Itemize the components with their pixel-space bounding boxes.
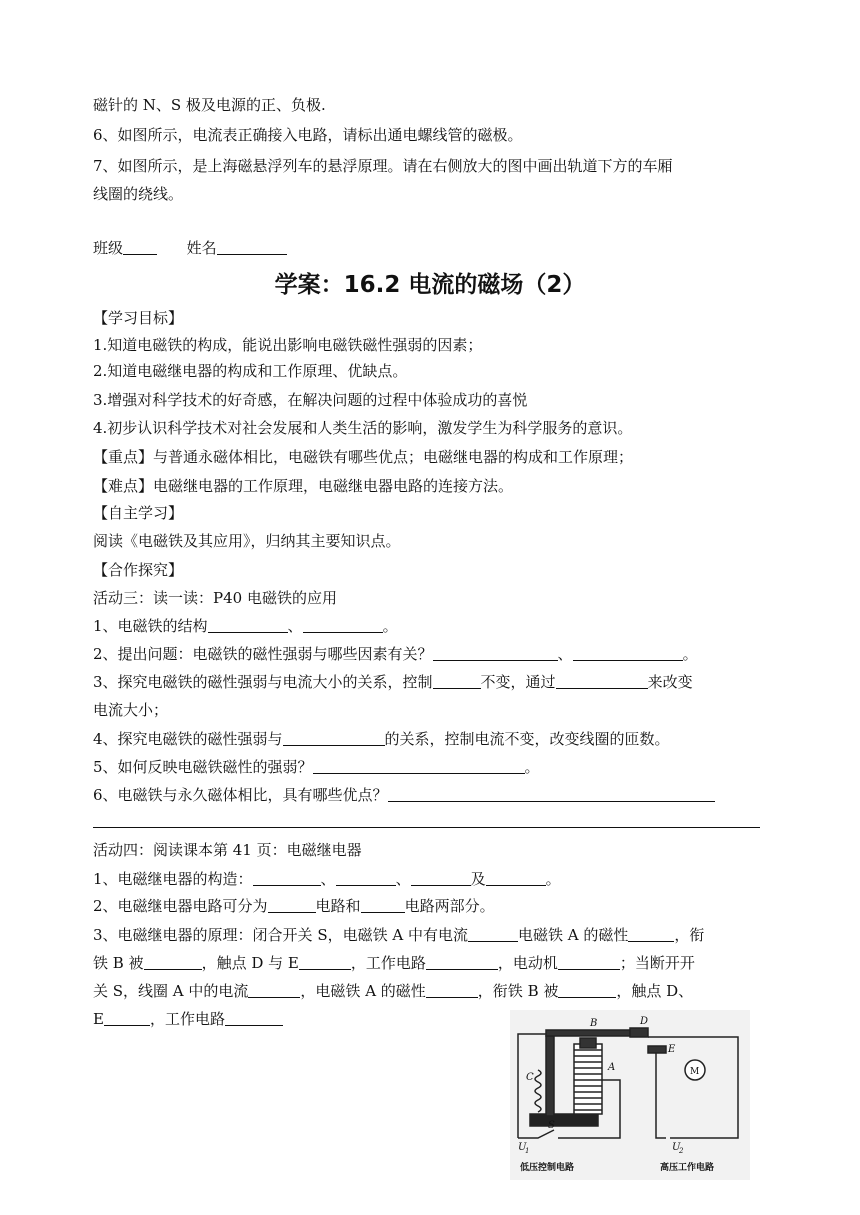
text-line: 磁针的 N、S 极及电源的正、负极.	[93, 96, 326, 114]
motor-icon: M	[690, 1067, 700, 1077]
a4-question-3	[93, 925, 704, 945]
a4-question-2	[93, 896, 495, 916]
a3-question-2	[93, 644, 698, 664]
q-text: 及	[470, 870, 486, 888]
answer-blank[interactable]	[313, 757, 525, 774]
name-blank[interactable]	[217, 238, 287, 255]
answer-blank[interactable]	[299, 953, 351, 970]
label-a: A	[608, 1062, 616, 1073]
activity3-title: 活动三：读一读：P40 电磁铁的应用	[93, 589, 337, 607]
answer-blank[interactable]	[573, 644, 683, 661]
caption-low-voltage: 低压控制电路	[520, 1163, 575, 1173]
label-u2: U	[672, 1142, 681, 1153]
class-label: 班级	[93, 239, 124, 257]
label-e: E	[668, 1044, 676, 1055]
q-text: ，工作电路	[149, 1010, 225, 1028]
q-text: ，电动机	[497, 954, 558, 972]
relay-diagram-svg	[510, 1010, 750, 1180]
difficult-points: 【难点】电磁继电器的工作原理，电磁继电器电路的连接方法。	[93, 477, 514, 495]
q-text: 2、电磁继电器电路可分为	[93, 897, 268, 915]
q-text: 不变，通过	[480, 673, 556, 691]
goal-item: 4.初步认识科学技术对社会发展和人类生活的影响，激发学生为科学服务的意识。	[93, 419, 633, 437]
q-text: 5、如何反映电磁铁磁性的强弱？	[93, 758, 313, 776]
caption-high-voltage: 高压工作电路	[660, 1163, 715, 1173]
answer-blank[interactable]	[248, 981, 300, 998]
q-text: 电磁铁 A 的磁性	[517, 926, 629, 944]
answer-blank[interactable]	[558, 981, 616, 998]
class-blank[interactable]	[123, 238, 157, 255]
q-text: 。	[545, 870, 561, 888]
q-text: 铁 B 被	[93, 954, 144, 972]
answer-blank[interactable]	[104, 1009, 150, 1026]
a3-question-4	[93, 729, 670, 749]
q-text: 电路和	[315, 897, 361, 915]
q-text: 2、提出问题：电磁铁的磁性强弱与哪些因素有关？	[93, 645, 433, 663]
goal-item: 3.增强对科学技术的好奇感，在解决问题的过程中体验成功的喜悦	[93, 391, 528, 409]
answer-blank[interactable]	[556, 672, 648, 689]
label-u2-sub: 2	[679, 1147, 684, 1155]
a3-question-3-cont: 电流大小；	[93, 701, 169, 719]
label-s: S	[548, 1120, 555, 1131]
q-text: 电路两部分。	[404, 897, 495, 915]
self-study-text: 阅读《电磁铁及其应用》，归纳其主要知识点。	[93, 532, 401, 550]
answer-blank[interactable]	[361, 896, 405, 913]
q-text: 1、电磁继电器的构造：	[93, 870, 253, 888]
q-text: 4、探究电磁铁的磁性强弱与	[93, 730, 283, 748]
a3-question-5	[93, 757, 540, 777]
q-text: 关 S，线圈 A 中的电流	[93, 982, 249, 1000]
answer-blank[interactable]	[253, 869, 321, 886]
label-d: D	[640, 1016, 649, 1027]
answer-line[interactable]	[93, 827, 760, 828]
answer-blank[interactable]	[468, 925, 518, 942]
cooperate-heading: 【合作探究】	[93, 561, 184, 579]
label-u1: U	[518, 1142, 527, 1153]
question-7: 7、如图所示，是上海磁悬浮列车的悬浮原理。请在右侧放大的图中画出轨道下方的车厢	[93, 157, 673, 175]
q-text: ，触点 D 与 E	[201, 954, 299, 972]
q-text: 。	[382, 617, 398, 635]
answer-blank[interactable]	[426, 953, 498, 970]
answer-blank[interactable]	[486, 869, 546, 886]
answer-blank[interactable]	[433, 672, 481, 689]
answer-blank[interactable]	[303, 616, 383, 633]
a4-question-3-cont	[93, 1009, 283, 1029]
class-name-row	[93, 238, 287, 258]
a3-question-1	[93, 616, 398, 636]
answer-blank[interactable]	[336, 869, 396, 886]
activity4-title: 活动四：阅读课本第 41 页：电磁继电器	[93, 841, 362, 859]
goal-item: 1.知道电磁铁的构成，能说出影响电磁铁磁性强弱的因素；	[93, 336, 483, 354]
q-text: 、	[320, 870, 336, 888]
a3-question-6	[93, 785, 715, 805]
answer-blank[interactable]	[208, 616, 288, 633]
q-text: E	[93, 1010, 104, 1028]
q-text: ，衔	[674, 926, 705, 944]
q-text: ，电磁铁 A 的磁性	[300, 982, 426, 1000]
answer-blank[interactable]	[433, 644, 558, 661]
question-7-cont: 线圈的绕线。	[93, 185, 184, 203]
q-text: 。	[524, 758, 540, 776]
goal-item: 2.知道电磁继电器的构成和工作原理、优缺点。	[93, 362, 408, 380]
a3-question-3	[93, 672, 693, 692]
answer-blank[interactable]	[388, 785, 715, 802]
label-b: B	[590, 1018, 598, 1029]
self-study-heading: 【自主学习】	[93, 504, 184, 522]
label-c: C	[526, 1072, 534, 1083]
answer-blank[interactable]	[628, 925, 674, 942]
answer-blank[interactable]	[268, 896, 316, 913]
q-text: 3、探究电磁铁的磁性强弱与电流大小的关系，控制	[93, 673, 433, 691]
a4-question-1	[93, 869, 561, 889]
q-text: 的关系，控制电流不变，改变线圈的匝数。	[384, 730, 670, 748]
q-text: 来改变	[647, 673, 693, 691]
answer-blank[interactable]	[558, 953, 620, 970]
goals-heading: 【学习目标】	[93, 309, 184, 327]
q-text: ，衔铁 B 被	[477, 982, 559, 1000]
q-text: 、	[395, 870, 411, 888]
label-u1-sub: 1	[525, 1147, 530, 1155]
q-text: 、	[557, 645, 573, 663]
q-text: ，工作电路	[350, 954, 426, 972]
name-label: 姓名	[186, 239, 217, 257]
a4-question-3-cont	[93, 953, 695, 973]
key-points: 【重点】与普通永磁体相比，电磁铁有哪些优点；电磁继电器的构成和工作原理；	[93, 448, 634, 466]
q-text: 6、电磁铁与永久磁体相比，具有哪些优点？	[93, 786, 388, 804]
answer-blank[interactable]	[144, 953, 202, 970]
q-text: 。	[682, 645, 698, 663]
q-text: ，触点 D、	[616, 982, 694, 1000]
page-title: 学案：16.2 电流的磁场（2）	[274, 272, 586, 298]
a4-question-3-cont	[93, 981, 693, 1001]
relay-diagram	[510, 1010, 750, 1180]
answer-blank[interactable]	[411, 869, 471, 886]
answer-blank[interactable]	[426, 981, 478, 998]
q-text: 3、电磁继电器的原理：闭合开关 S，电磁铁 A 中有电流	[93, 926, 468, 944]
answer-blank[interactable]	[283, 729, 385, 746]
answer-blank[interactable]	[225, 1009, 283, 1026]
q-text: 、	[287, 617, 303, 635]
q-text: 1、电磁铁的结构	[93, 617, 208, 635]
question-6: 6、如图所示，电流表正确接入电路，请标出通电螺线管的磁极。	[93, 126, 523, 144]
q-text: ；当断开开	[619, 954, 695, 972]
